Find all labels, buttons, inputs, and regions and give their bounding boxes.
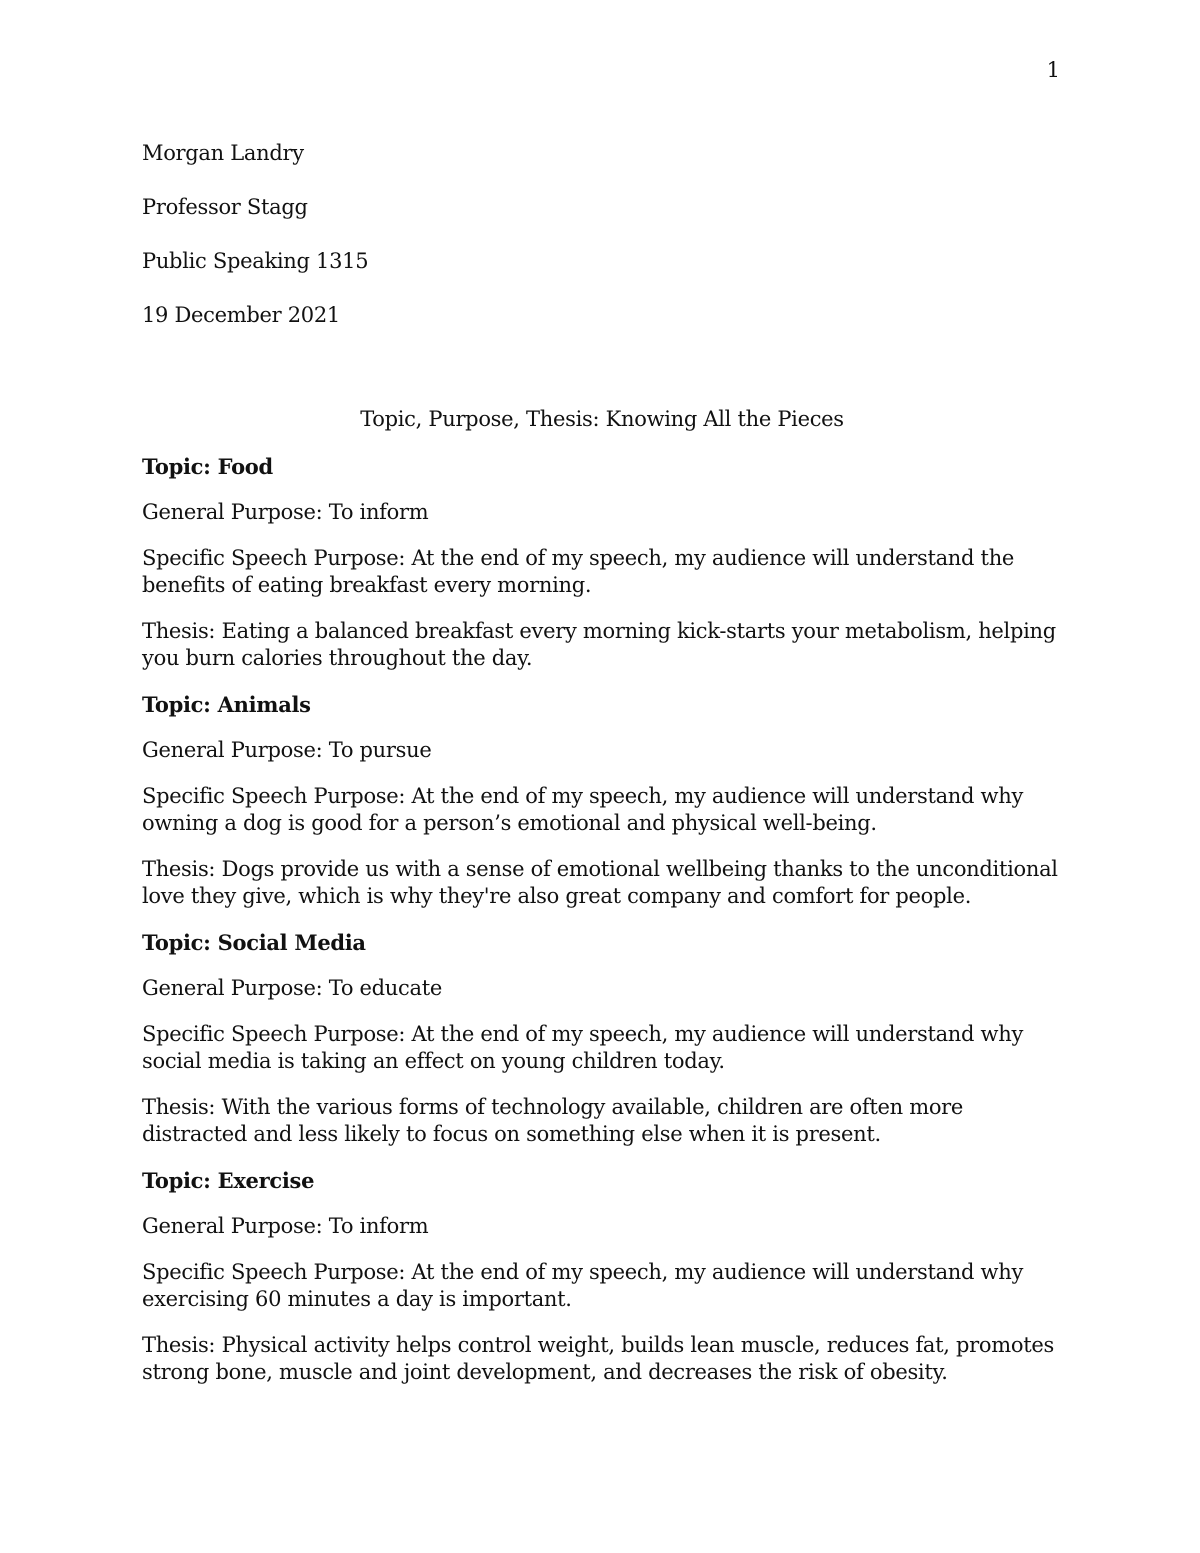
specific-purpose: Specific Speech Purpose: At the end of my speech, my audience will understand why exercising 60 minutes a day is important.: [142, 1260, 1024, 1311]
general-purpose: General Purpose: To educate: [142, 976, 442, 1000]
topic-heading: Topic: Exercise: [142, 1168, 315, 1193]
thesis-statement: Thesis: Physical activity helps control weight, builds lean muscle, reduces fat, promotes strong bone, muscle and joint development, and decreases the risk of obesity.: [142, 1333, 1054, 1384]
general-purpose: General Purpose: To inform: [142, 1214, 429, 1238]
topic-heading: Topic: Social Media: [142, 930, 366, 955]
topic-section-social-media: [142, 929, 1062, 1148]
specific-purpose: Specific Speech Purpose: At the end of my speech, my audience will understand the benefits of eating breakfast every morning.: [142, 546, 1015, 597]
general-purpose: General Purpose: To pursue: [142, 738, 432, 762]
topic-heading: Topic: Food: [142, 454, 273, 479]
page-number: 1: [1046, 58, 1060, 82]
specific-purpose: Specific Speech Purpose: At the end of my speech, my audience will understand why owning a dog is good for a person’s emotional and physical well-being.: [142, 784, 1024, 835]
course-name: Public Speaking 1315: [142, 249, 369, 273]
general-purpose: General Purpose: To inform: [142, 500, 429, 524]
topic-section-exercise: [142, 1167, 1062, 1386]
topic-heading: Topic: Animals: [142, 692, 311, 717]
thesis-statement: Thesis: Eating a balanced breakfast every morning kick-starts your metabolism, helping you burn calories throughout the day.: [142, 619, 1056, 670]
specific-purpose: Specific Speech Purpose: At the end of my speech, my audience will understand why social media is taking an effect on young children today.: [142, 1022, 1024, 1073]
topic-section-animals: [142, 691, 1062, 910]
header-block: [142, 140, 1062, 329]
document-title: Topic, Purpose, Thesis: Knowing All the Pieces: [360, 407, 844, 431]
document-body: [142, 140, 1062, 1405]
thesis-statement: Thesis: Dogs provide us with a sense of emotional wellbeing thanks to the unconditional love they give, which is why they're also great company and comfort for people.: [142, 857, 1058, 908]
instructor-name: Professor Stagg: [142, 195, 308, 219]
author-name: Morgan Landry: [142, 141, 304, 165]
document-date: 19 December 2021: [142, 303, 340, 327]
thesis-statement: Thesis: With the various forms of technology available, children are often more distracted and less likely to focus on something else when it is present.: [142, 1095, 964, 1146]
topic-section-food: [142, 453, 1062, 672]
